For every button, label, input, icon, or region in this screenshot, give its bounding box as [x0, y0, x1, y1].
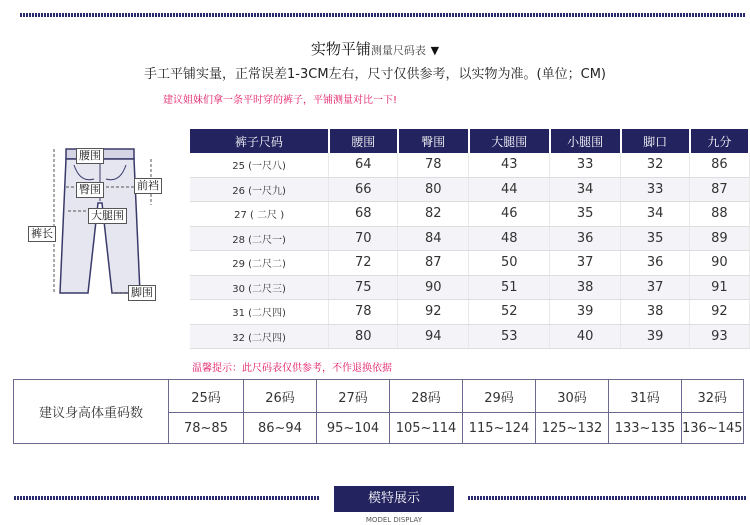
cell-hip: 84 — [398, 226, 469, 251]
recommend-range: 86~94 — [244, 413, 317, 444]
table-row — [190, 226, 749, 251]
cell-waist: 68 — [329, 202, 398, 227]
cell-hem: 38 — [621, 300, 690, 325]
recommend-range: 78~85 — [169, 413, 244, 444]
table-row — [190, 202, 749, 227]
cell-hem: 36 — [621, 251, 690, 276]
cell-hip: 80 — [398, 177, 469, 202]
cell-ninth-length: 93 — [690, 324, 749, 349]
cell-hip: 90 — [398, 275, 469, 300]
cell-calf: 37 — [550, 251, 621, 276]
recommend-range: 105~114 — [390, 413, 463, 444]
recommend-range: 125~132 — [536, 413, 609, 444]
size-table — [190, 129, 750, 349]
header-thigh: 大腿围 — [469, 129, 550, 153]
model-display-button[interactable]: 模特展示 — [334, 486, 454, 512]
label-waist: 腰围 — [76, 148, 104, 164]
table-row — [190, 275, 749, 300]
page-title — [0, 38, 750, 59]
cell-waist: 75 — [329, 275, 398, 300]
cell-size: 32 (二尺四) — [190, 324, 329, 349]
bottom-divider-left — [14, 496, 320, 500]
cell-calf: 34 — [550, 177, 621, 202]
recommend-size-row — [14, 380, 744, 413]
triangle-down-icon: ▼ — [430, 44, 440, 57]
table-row — [190, 153, 749, 177]
cell-size: 25 (一尺八) — [190, 153, 329, 177]
title-main: 实物平铺 — [310, 40, 371, 58]
header-hem: 脚口 — [621, 129, 690, 153]
cell-ninth-length: 92 — [690, 300, 749, 325]
cell-thigh: 44 — [469, 177, 550, 202]
cell-waist: 66 — [329, 177, 398, 202]
size-table-note: 温馨提示：此尺码表仅供参考，不作退换依据 — [192, 363, 392, 374]
cell-ninth-length: 88 — [690, 202, 749, 227]
cell-thigh: 50 — [469, 251, 550, 276]
recommend-size: 27码 — [317, 380, 390, 413]
cell-thigh: 46 — [469, 202, 550, 227]
header-calf: 小腿围 — [550, 129, 621, 153]
cell-hip: 87 — [398, 251, 469, 276]
table-row — [190, 251, 749, 276]
cell-size: 27 ( 二尺 ) — [190, 202, 329, 227]
recommend-range: 95~104 — [317, 413, 390, 444]
recommend-range: 136~145 — [682, 413, 744, 444]
cell-ninth-length: 87 — [690, 177, 749, 202]
cell-thigh: 51 — [469, 275, 550, 300]
cell-hem: 33 — [621, 177, 690, 202]
cell-hem: 39 — [621, 324, 690, 349]
recommend-range: 133~135 — [609, 413, 682, 444]
model-display-caption: MODEL DISPLAY — [365, 516, 423, 524]
cell-size: 30 (二尺三) — [190, 275, 329, 300]
cell-ninth-length: 91 — [690, 275, 749, 300]
cell-calf: 38 — [550, 275, 621, 300]
cell-hem: 34 — [621, 202, 690, 227]
label-front-rise: 前裆 — [134, 178, 162, 194]
measure-tip: 建议姐妹们拿一条平时穿的裤子，平铺测量对比一下! — [163, 95, 398, 106]
cell-calf: 39 — [550, 300, 621, 325]
cell-waist: 70 — [329, 226, 398, 251]
measurement-note: 手工平铺实量，正常误差1-3CM左右，尺寸仅供参考，以实物为准。(单位；CM) — [144, 67, 606, 82]
top-divider — [20, 13, 745, 17]
cell-size: 31 (二尺四) — [190, 300, 329, 325]
cell-hip: 92 — [398, 300, 469, 325]
cell-size: 29 (二尺二) — [190, 251, 329, 276]
header-waist: 腰围 — [329, 129, 398, 153]
bottom-divider-right — [468, 496, 746, 500]
cell-thigh: 53 — [469, 324, 550, 349]
pants-measurement-figure — [14, 143, 184, 323]
cell-size: 26 (一尺九) — [190, 177, 329, 202]
cell-waist: 64 — [329, 153, 398, 177]
cell-calf: 40 — [550, 324, 621, 349]
cell-thigh: 48 — [469, 226, 550, 251]
table-row — [190, 300, 749, 325]
cell-calf: 35 — [550, 202, 621, 227]
cell-ninth-length: 86 — [690, 153, 749, 177]
label-thigh: 大腿围 — [88, 208, 127, 224]
header-hip: 臀围 — [398, 129, 469, 153]
recommend-size: 30码 — [536, 380, 609, 413]
cell-waist: 78 — [329, 300, 398, 325]
cell-ninth-length: 89 — [690, 226, 749, 251]
cell-ninth-length: 90 — [690, 251, 749, 276]
recommend-size: 28码 — [390, 380, 463, 413]
cell-thigh: 43 — [469, 153, 550, 177]
recommend-size: 32码 — [682, 380, 744, 413]
cell-hip: 94 — [398, 324, 469, 349]
header-ninth-length: 九分 — [690, 129, 749, 153]
recommend-size: 29码 — [463, 380, 536, 413]
recommend-size: 25码 — [169, 380, 244, 413]
cell-hem: 32 — [621, 153, 690, 177]
cell-calf: 36 — [550, 226, 621, 251]
recommend-size: 31码 — [609, 380, 682, 413]
cell-calf: 33 — [550, 153, 621, 177]
label-length: 裤长 — [28, 226, 56, 242]
label-hip: 臀围 — [76, 182, 104, 198]
cell-hip: 82 — [398, 202, 469, 227]
recommend-size: 26码 — [244, 380, 317, 413]
label-hem: 脚围 — [128, 285, 156, 301]
title-small: 测量尺码表 — [370, 44, 426, 57]
cell-size: 28 (二尺一) — [190, 226, 329, 251]
cell-hip: 78 — [398, 153, 469, 177]
cell-waist: 72 — [329, 251, 398, 276]
recommend-range: 115~124 — [463, 413, 536, 444]
header-size: 裤子尺码 — [190, 129, 329, 153]
recommend-table — [13, 379, 744, 444]
cell-hem: 35 — [621, 226, 690, 251]
table-row — [190, 177, 749, 202]
table-row — [190, 324, 749, 349]
cell-waist: 80 — [329, 324, 398, 349]
cell-hem: 37 — [621, 275, 690, 300]
recommend-label: 建议身高体重码数 — [14, 380, 169, 444]
cell-thigh: 52 — [469, 300, 550, 325]
size-table-header — [190, 129, 749, 153]
